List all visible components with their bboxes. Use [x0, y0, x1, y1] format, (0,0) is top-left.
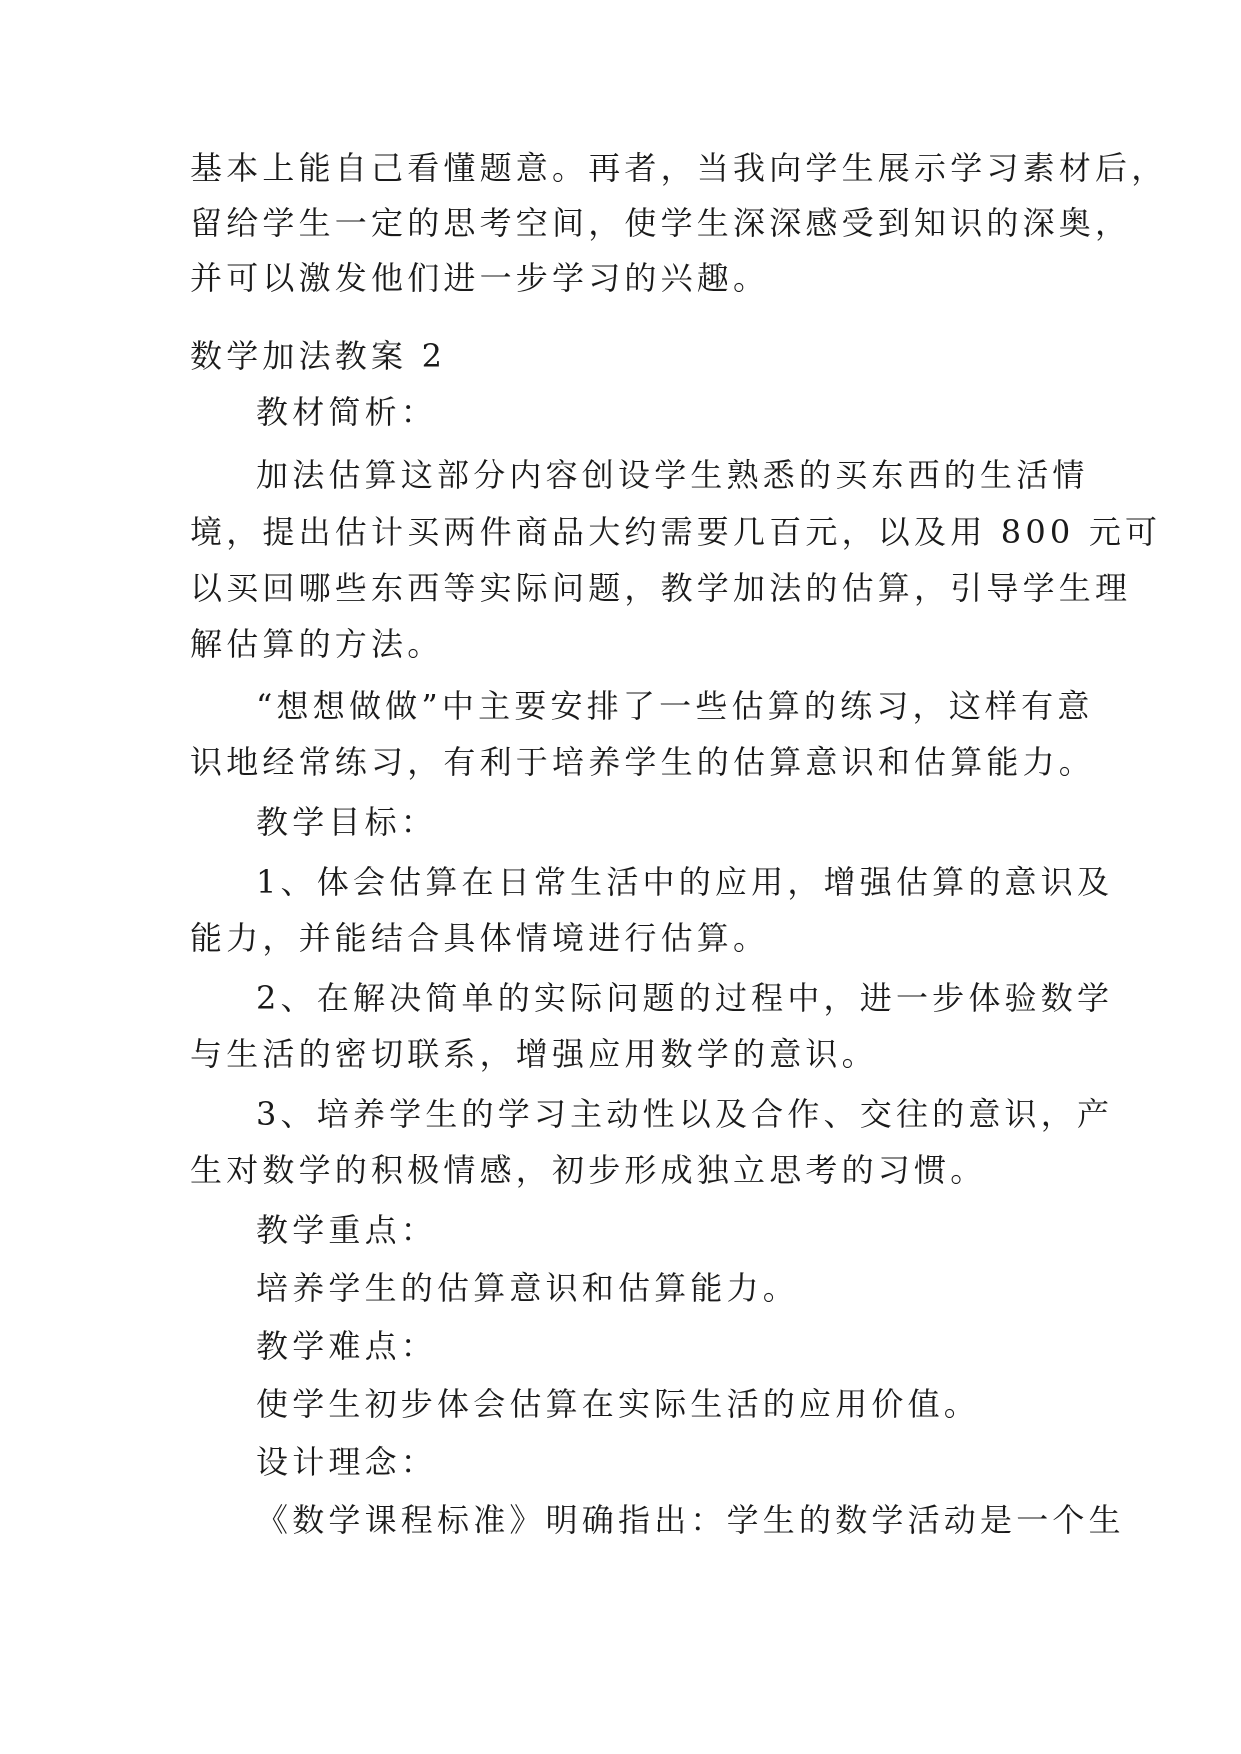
body-line: 加法估算这部分内容创设学生熟悉的买东西的生活情: [256, 456, 1089, 494]
body-line: 2、在解决简单的实际问题的过程中，进一步体验数学: [256, 979, 1114, 1017]
body-line: 《数学课程标准》明确指出：学生的数学活动是一个生: [256, 1501, 1125, 1539]
body-line: 1、体会估算在日常生活中的应用，增强估算的意识及: [256, 863, 1114, 901]
body-line: 解估算的方法。: [190, 625, 444, 663]
body-line: 培养学生的估算意识和估算能力。: [256, 1269, 800, 1307]
body-line: 并可以激发他们进一步学习的兴趣。: [190, 259, 770, 297]
body-line: 识地经常练习，有利于培养学生的估算意识和估算能力。: [190, 743, 1096, 781]
subheading: 教学难点：: [256, 1327, 438, 1365]
body-line: 境，提出估计买两件商品大约需要几百元，以及用 800 元可: [190, 513, 1162, 551]
body-line: “想想做做”中主要安排了一些估算的练习，这样有意: [256, 687, 1094, 725]
subheading: 设计理念：: [256, 1443, 438, 1481]
body-line: 留给学生一定的思考空间，使学生深深感受到知识的深奥，: [190, 204, 1132, 242]
body-line: 3、培养学生的学习主动性以及合作、交往的意识，产: [256, 1095, 1114, 1133]
subheading: 教材简析：: [256, 393, 438, 431]
body-line: 使学生初步体会估算在实际生活的应用价值。: [256, 1385, 981, 1423]
body-line: 以买回哪些东西等实际问题，教学加法的估算，引导学生理: [190, 569, 1132, 607]
section-title: 数学加法教案 2: [190, 337, 447, 375]
subheading: 教学目标：: [256, 803, 438, 841]
body-line: 生对数学的积极情感，初步形成独立思考的习惯。: [190, 1151, 987, 1189]
subheading: 教学重点：: [256, 1211, 438, 1249]
body-line: 基本上能自己看懂题意。再者，当我向学生展示学习素材后，: [190, 149, 1168, 187]
body-line: 能力，并能结合具体情境进行估算。: [190, 919, 770, 957]
body-line: 与生活的密切联系，增强应用数学的意识。: [190, 1035, 878, 1073]
